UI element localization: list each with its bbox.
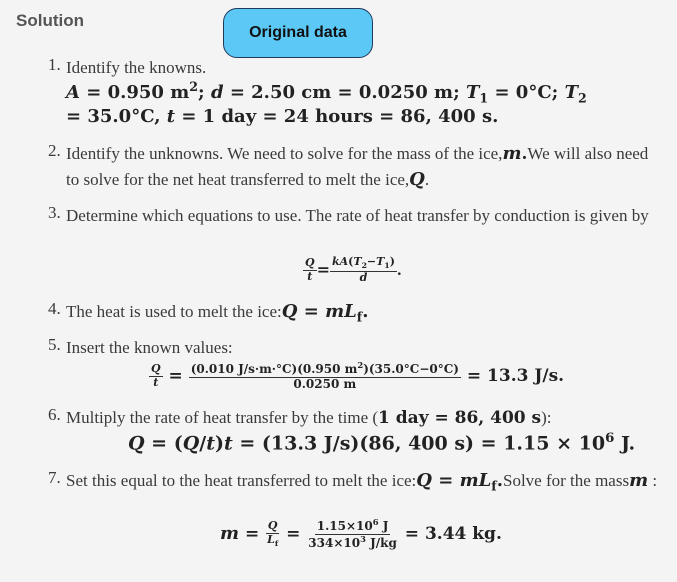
step-number: 7. (48, 468, 61, 487)
step-number: 3. (48, 203, 61, 222)
knowns-equation-line-1: A = 0.950 $m^2$; d = 2.50 cm = 0.0250 m; $T_1 = 0^\circ C$; $T_2$ (66, 79, 587, 106)
step-number: 1. (48, 55, 61, 74)
solution-heading: Solution (16, 11, 84, 30)
step-number: 5. (48, 335, 61, 354)
step-text: The heat is used to melt the ice:Q = $mL_f$. (66, 301, 369, 325)
conduction-equation: $\frac{Q}{t}$ = $\frac{kA(T_2-T_1)}{d}$ . (305, 255, 402, 285)
heat-total-equation: Q = (Q/t)t = (13.3 J/s)(86, 400 $s) = 1.15 \times 10^6$ J. (128, 431, 636, 455)
step-text: Set this equal to the heat transferred to melt the ice:Q = $mL_f.Solve$ for the massm : (66, 470, 658, 494)
substitution-equation: $\frac{Q}{t}$ = $\frac{(0.010 J/s\cdot m\cdot^\circ C)(0.950 m^2)(35.0^\circ C-0^\circ C)}{0.0250 m}$ = 13.3 J/s. (151, 360, 565, 391)
step-text: Identify the knowns. (66, 58, 207, 77)
step-text: Determine which equations to use. The rate of heat transfer by conduction is given by (66, 206, 649, 225)
original-data-button[interactable]: Original data (223, 8, 373, 58)
step-number: 4. (48, 299, 61, 318)
mass-equation: m = $\frac{Q}{L_f}$ = $\frac{1.15\times 10^6 J}{334\times 10^3 J/kg}$ = 3.44 kg. (220, 517, 502, 550)
step-number: 6. (48, 405, 61, 424)
step-text: Multiply the rate of heat transfer by the time (1 day = 86, 400 s): (66, 408, 552, 428)
step-text: Identify the unknowns. We need to solve for the mass of the ice,m.We will also need to solve for the net heat transferred to melt the ice,Q. (66, 143, 649, 190)
knowns-equation-line-2: = 35.0°C, t = 1 day = 24 hours = 86, 400 s. (66, 106, 499, 127)
step-text: Insert the known values: (66, 338, 233, 357)
step-number: 2. (48, 141, 61, 160)
